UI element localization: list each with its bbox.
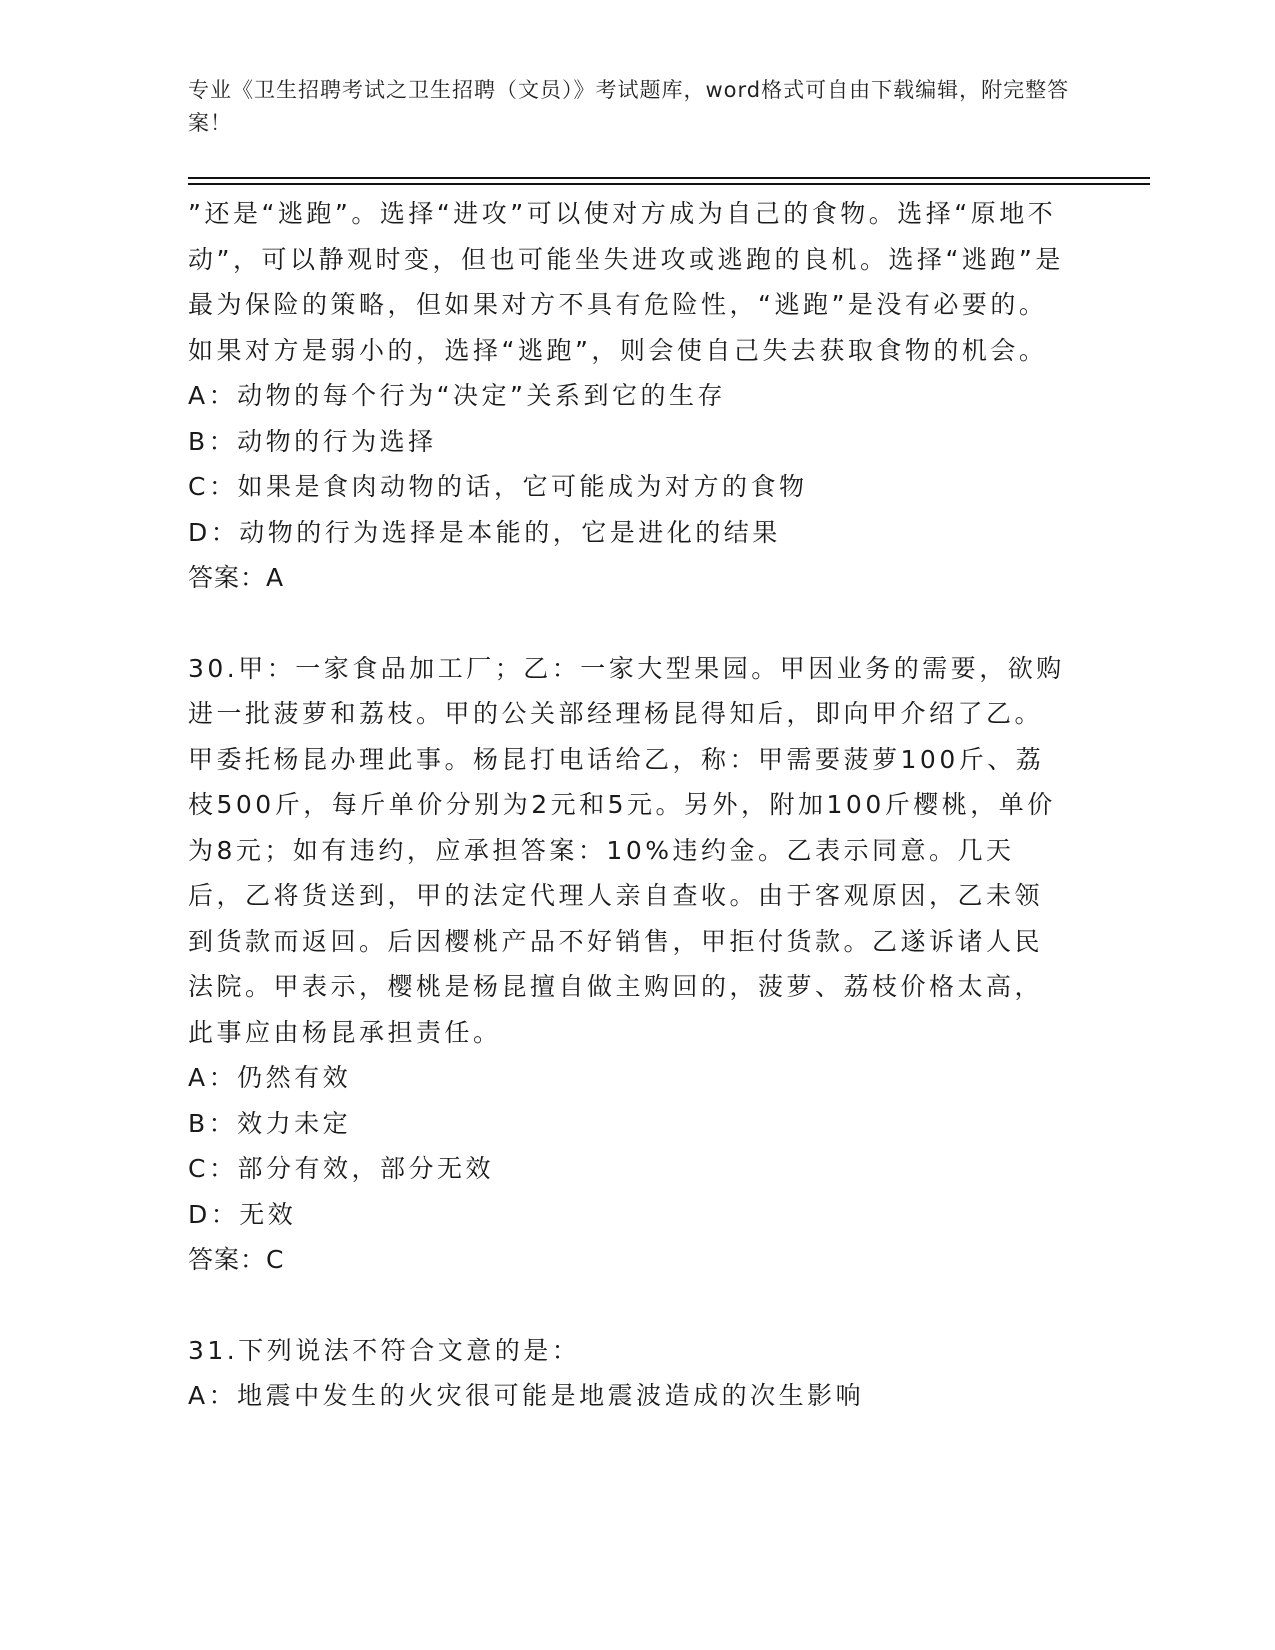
answer-line: 答案：C [188,1245,285,1274]
option-c: C：部分有效，部分无效 [188,1154,494,1183]
option-b: B：效力未定 [188,1108,352,1138]
option-c: C：如果是食肉动物的话，它可能成为对方的食物 [188,472,808,501]
header-rule-bottom [188,183,1150,185]
question-spacer [188,1283,1068,1328]
option-a: A：地震中发生的火灾很可能是地震波造成的次生影响 [188,1381,865,1410]
question-list [188,191,1068,1419]
option-a: A：仍然有效 [188,1063,352,1092]
option-b: B：动物的行为选择 [188,426,437,456]
question-stem: 30.甲：一家食品加工厂；乙：一家大型果园。甲因业务的需要，欲购进一批菠萝和荔枝。甲的公关部经理杨昆得知后，即向甲介绍了乙。甲委托杨昆办理此事。杨昆打电话给乙，称：甲需要菠萝100斤、荔枝500斤，每斤单价分别为2元和5元。另外，附加100斤樱桃，单价为8元；如有违约，应承担答案：10%违约金。乙表示同意。几天后，乙将货送到，甲的法定代理人亲自查收。由于客观原因，乙未领到货款而返回。后因樱桃产品不好销售，甲拒付货款。乙遂诉诸人民法院。甲表示，樱桃是杨昆擅自做主购回的，菠萝、荔枝价格太高，此事应由杨昆承担责任。 [188,653,1065,1047]
question-stem: ”还是“逃跑”。选择“进攻”可以使对方成为自己的食物。选择“原地不动”，可以静观时变，但也可能坐失进攻或逃跑的良机。选择“逃跑”是最为保险的策略，但如果对方不具有危险性，“逃跑”是没有必要的。如果对方是弱小的，选择“逃跑”，则会使自己失去获取食物的机会。 [188,199,1064,365]
question-spacer [188,601,1068,646]
question-29 [188,191,1068,601]
option-a: A：动物的每个行为“决定”关系到它的生存 [188,381,727,410]
header-text: 专业《卫生招聘考试之卫生招聘（文员）》考试题库，word格式可自由下载编辑，附完整答案！ [188,78,1070,135]
document-header [188,74,1088,140]
question-stem: 31.下列说法不符合文意的是： [188,1335,581,1365]
option-d: D：无效 [188,1199,297,1229]
question-31 [188,1328,1068,1419]
option-d: D：动物的行为选择是本能的，它是进化的结果 [188,517,781,547]
header-rule-top [188,177,1150,179]
answer-line: 答案：A [188,563,285,592]
question-30 [188,646,1068,1283]
